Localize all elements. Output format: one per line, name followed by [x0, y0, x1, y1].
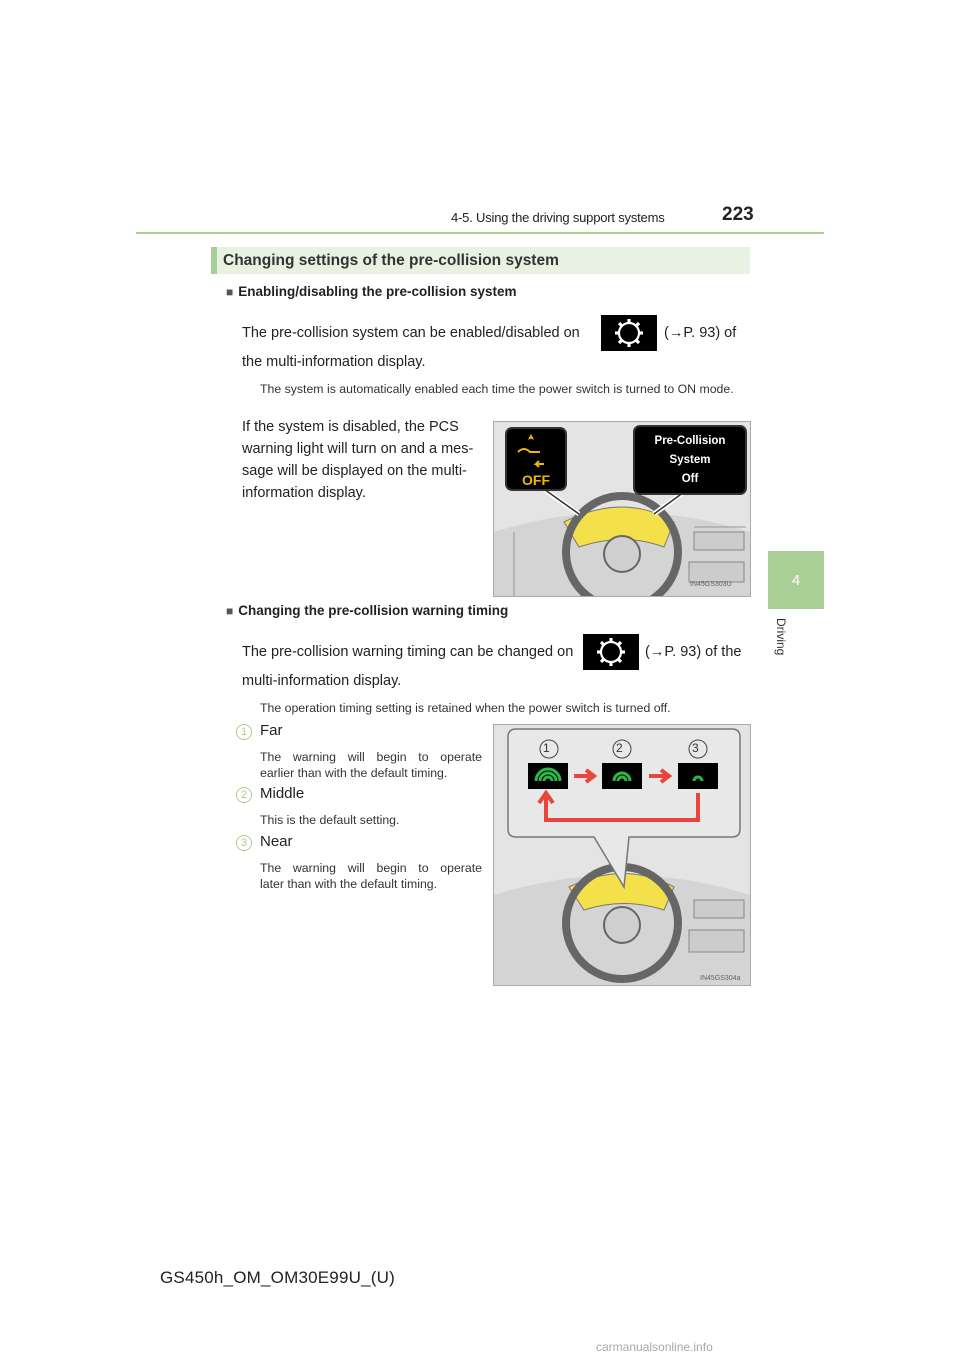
timing-text-before: The pre-collision warning timing can be changed on [242, 644, 574, 660]
disabled-text-line3: sage will be displayed on the multi- [242, 463, 467, 479]
gear-icon [614, 318, 644, 348]
watermark: carmanualsonline.info [596, 1340, 713, 1354]
header-rule [136, 232, 824, 234]
enabling-page-ref: (→P. 93) of [664, 325, 737, 341]
settings-gear-icon [601, 315, 657, 351]
disabled-text-line4: information display. [242, 485, 366, 501]
enabling-note: The system is automatically enabled each time the power switch is turned to ON mode. [260, 382, 734, 396]
timing-label-1: 1 [543, 741, 550, 755]
chapter-number: 4 [791, 571, 801, 589]
item-number-2: 2 [236, 787, 252, 803]
timing-drawing [494, 725, 750, 985]
chapter-tab [768, 551, 824, 609]
item-title-far: Far [260, 722, 283, 739]
item-title-near: Near [260, 833, 293, 850]
item-desc-near-2: later than with the default timing. [260, 877, 438, 891]
disabled-text-line2: warning light will turn on and a mes- [242, 441, 474, 457]
gear-icon [596, 637, 626, 667]
square-bullet-icon: ■ [226, 285, 234, 299]
disabled-text-line1: If the system is disabled, the PCS [242, 419, 459, 435]
timing-label-2: 2 [616, 741, 623, 755]
display-line2: System [669, 454, 711, 466]
item-title-middle: Middle [260, 785, 305, 802]
illus1-code: IN45GS303U [690, 581, 732, 588]
timing-heading: ■ Changing the pre-collision warning timing [226, 603, 509, 618]
timing-page-ref: (→P. 93) of the [645, 644, 742, 660]
enabling-heading: ■ Enabling/disabling the pre-collision system [226, 284, 517, 299]
warning-timing-illustration [493, 724, 751, 986]
document-code: GS450h_OM_OM30E99U_(U) [160, 1268, 395, 1287]
display-line3: Off [681, 473, 699, 485]
enabling-text-before: The pre-collision system can be enabled/disabled on [242, 325, 580, 341]
item-desc-middle: This is the default setting. [260, 813, 400, 827]
display-message [636, 432, 744, 489]
pcs-off-label: OFF [522, 472, 550, 488]
timing-note: The operation timing setting is retained when the power switch is turned off. [260, 701, 671, 715]
display-line1: Pre-Collision [654, 435, 726, 447]
pcs-off-illustration [493, 421, 751, 597]
page-number: 223 [722, 204, 754, 225]
settings-gear-icon-2 [583, 634, 639, 670]
item-desc-far-1: The warning will begin to operate [260, 750, 482, 764]
item-desc-near-1: The warning will begin to operate [260, 861, 482, 875]
section-title: Changing settings of the pre-collision system [223, 252, 559, 269]
chapter-label: Driving [774, 618, 788, 656]
item-number-3: 3 [236, 835, 252, 851]
item-number-1: 1 [236, 724, 252, 740]
item-desc-far-2: earlier than with the default timing. [260, 766, 448, 780]
running-header: 4-5. Using the driving support systems [451, 210, 665, 225]
illus2-code: IN45GS304a [700, 975, 741, 982]
timing-label-3: 3 [692, 741, 699, 755]
timing-text-after: multi-information display. [242, 673, 402, 689]
square-bullet-icon: ■ [226, 604, 234, 618]
enabling-text-after: the multi-information display. [242, 354, 426, 370]
